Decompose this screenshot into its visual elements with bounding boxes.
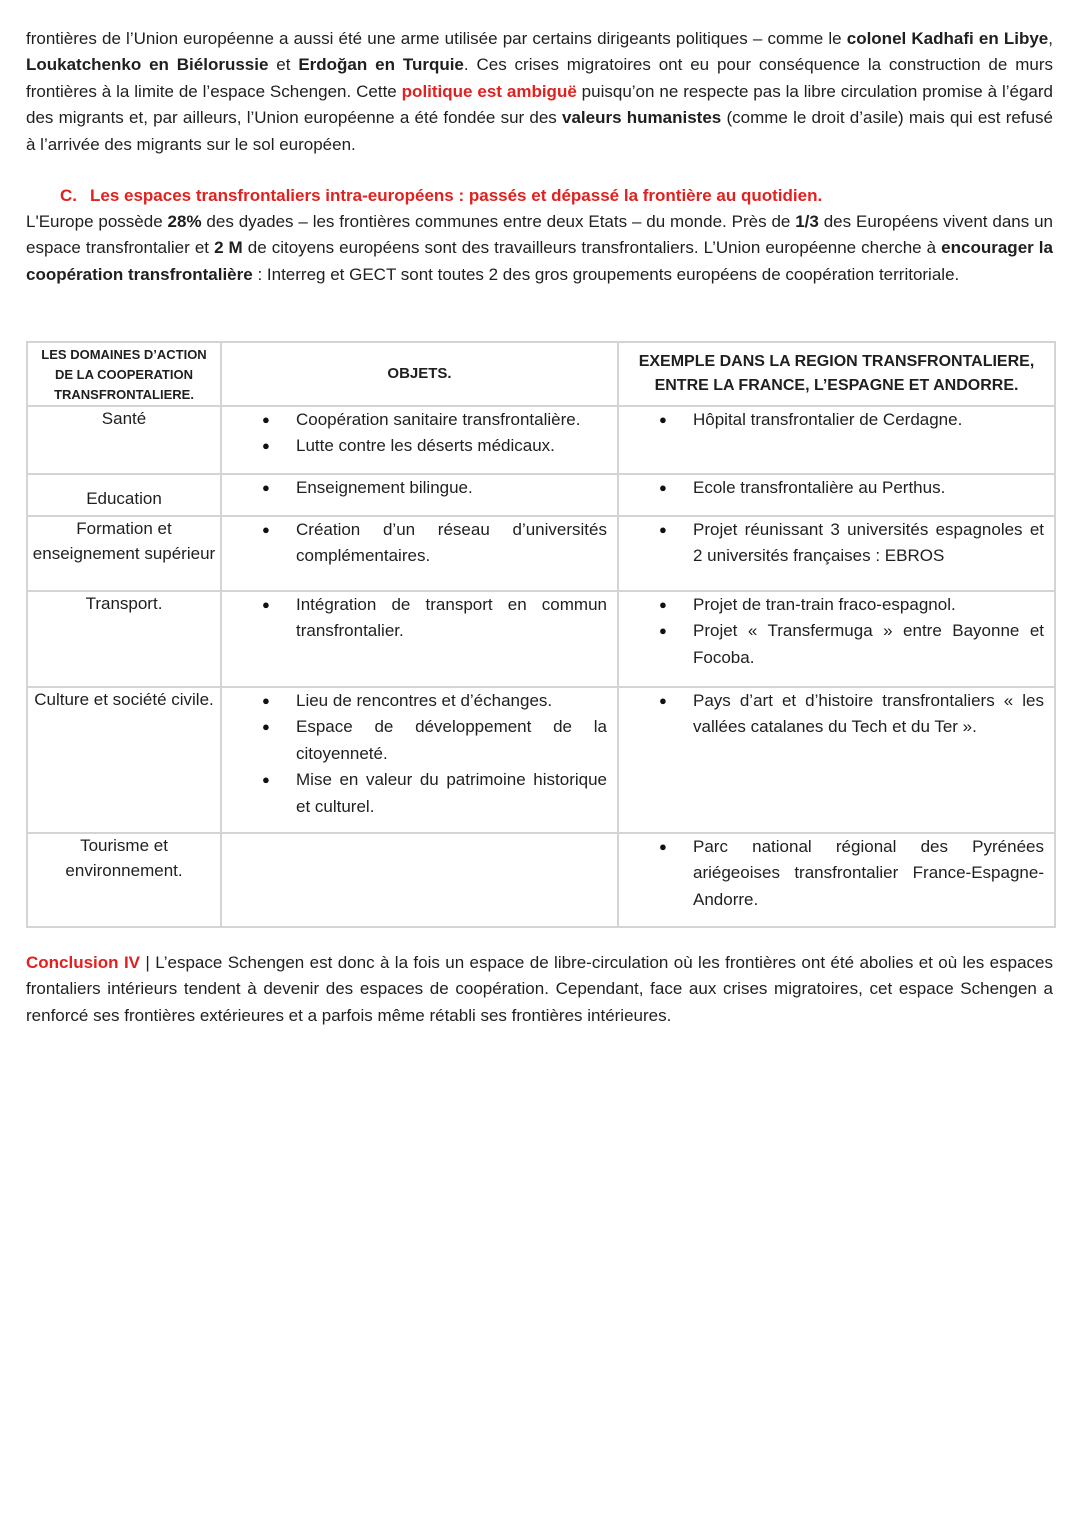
intro-bold-kadhafi: colonel Kadhafi en Libye — [846, 29, 1049, 48]
header-objets: OBJETS. — [221, 342, 618, 406]
header-exemple: EXEMPLE DANS LA REGION TRANSFRONTALIERE, ENTRE LA FRANCE, L’ESPAGNE ET ANDORRE. — [618, 342, 1055, 406]
exemple-item: ● Ecole transfrontalière au Perthus. — [619, 475, 1054, 501]
exemple-item: ● Pays d’art et d’histoire transfrontaliers « les vallées catalanes du Tech et du Ter ». — [619, 688, 1054, 741]
objet-item: ● Intégration de transport en commun transfrontalier. — [222, 592, 617, 645]
conclusion-paragraph — [26, 950, 1053, 1029]
intro-text-3: et — [268, 55, 299, 75]
objet-item: ● Espace de développement de la citoyenneté. — [222, 714, 617, 767]
intro-text-5: puisqu’on ne respecte pas la libre circulation promise à l’égard des migrants et, par ailleurs, l’Union européenne a été fondée sur des — [26, 81, 1053, 128]
objets-cell-empty — [221, 833, 618, 927]
table-header-row — [27, 342, 1055, 406]
exemple-item: ● Parc national régional des Pyrénées ariégeoises transfrontalier France-Espagne-Andorre. — [619, 834, 1054, 913]
exemples-cell — [618, 833, 1055, 927]
objets-cell — [221, 474, 618, 516]
domain-cell: Formation et enseignement supérieur — [27, 516, 221, 591]
conclusion-label: Conclusion IV — [26, 953, 141, 972]
objet-item: ● Enseignement bilingue. — [222, 475, 617, 501]
section-c-text-5: : Interreg et GECT sont toutes 2 des gros groupements européens de coopération territoriale. — [252, 264, 960, 284]
domain-cell: Education — [27, 474, 221, 516]
intro-text-1: frontières de l’Union européenne a aussi été une arme utilisée par certains dirigeants politiques – comme le — [26, 29, 847, 48]
intro-paragraph — [26, 26, 1053, 158]
section-c-bold-2m: 2 M — [214, 238, 243, 258]
domain-cell: Transport. — [27, 591, 221, 687]
exemples-cell — [618, 406, 1055, 474]
table-row — [27, 406, 1055, 474]
section-c-bold-encourager: encourager la coopération transfrontalière — [26, 238, 1053, 284]
table-row — [27, 833, 1055, 927]
intro-text-4: . Ces crises migratoires ont eu pour conséquence la construction de murs frontières à la limite de l’espace Schengen. Cette — [26, 55, 1053, 101]
conclusion-text: L’espace Schengen est donc à la fois un espace de libre-circulation où les frontières ont été abolies et où les espaces frontaliers intérieurs tendent à devenir des espaces de coopération. Cependant, face aux crises migratoires, cet espace Schengen a renforcé ses frontières extérieures et a parfois même rétabli ses frontières intérieures. — [26, 953, 1053, 1025]
objets-cell — [221, 591, 618, 687]
domain-cell: Culture et société civile. — [27, 687, 221, 833]
objet-item: ● Coopération sanitaire transfrontalière. — [222, 407, 617, 433]
objet-item: ● Lutte contre les déserts médicaux. — [222, 433, 617, 459]
section-c-text-4: de citoyens européens sont des travailleurs transfrontaliers. L’Union européenne cherche à — [242, 238, 942, 258]
section-c-bold-third: 1/3 — [795, 212, 819, 231]
section-c-title: Les espaces transfrontaliers intra-européens : passés et dépassé la frontière au quotidien. — [90, 186, 823, 205]
exemple-item: ● Hôpital transfrontalier de Cerdagne. — [619, 407, 1054, 433]
exemples-cell — [618, 687, 1055, 833]
section-c-text-3: des Européens vivent dans un espace transfrontalier et — [26, 212, 1053, 258]
exemples-cell — [618, 474, 1055, 516]
exemples-cell — [618, 591, 1055, 687]
section-c-letter: C. — [60, 186, 77, 205]
exemple-item: ● Projet réunissant 3 universités espagnoles et 2 universités françaises : EBROS — [619, 517, 1054, 570]
section-c-bold-28: 28% — [167, 212, 202, 231]
exemple-item: ● Projet de tran-train fraco-espagnol. — [619, 592, 1054, 618]
intro-bold-erdogan: Erdoğan en Turquie — [298, 55, 464, 75]
intro-red-politique: politique est ambiguë — [401, 81, 577, 101]
intro-bold-loukatchenko: Loukatchenko en Biélorussie — [26, 55, 269, 75]
section-c-heading — [60, 183, 822, 209]
objets-cell — [221, 516, 618, 591]
table-row — [27, 591, 1055, 687]
domain-cell: Santé — [27, 406, 221, 474]
section-c-paragraph — [26, 209, 1053, 288]
table-row — [27, 687, 1055, 833]
objet-item: ● Lieu de rencontres et d’échanges. — [222, 688, 617, 714]
objet-item: ● Mise en valeur du patrimoine historique et culturel. — [222, 767, 617, 820]
objet-item: ● Création d’un réseau d’universités complémentaires. — [222, 517, 617, 570]
exemples-cell — [618, 516, 1055, 591]
section-c-text-1: L'Europe possède — [26, 212, 168, 231]
domain-cell: Tourisme et environnement. — [27, 833, 221, 927]
objets-cell — [221, 406, 618, 474]
intro-text-6: (comme le droit d’asile) mais qui est refusé à l’arrivée des migrants sur le sol européen. — [26, 108, 1053, 154]
section-c-text-2: des dyades – les frontières communes entre deux Etats – du monde. Près de — [201, 212, 796, 231]
cooperation-table — [26, 341, 1056, 928]
intro-bold-valeurs: valeurs humanistes — [562, 108, 722, 128]
conclusion-separator: | — [140, 953, 156, 972]
intro-text-2: , — [1048, 29, 1053, 48]
header-domain: LES DOMAINES D’ACTION DE LA COOPERATION TRANSFRONTALIERE. — [27, 342, 221, 406]
table-row — [27, 516, 1055, 591]
table-row — [27, 474, 1055, 516]
objets-cell — [221, 687, 618, 833]
exemple-item: ● Projet « Transfermuga » entre Bayonne et Focoba. — [619, 618, 1054, 671]
